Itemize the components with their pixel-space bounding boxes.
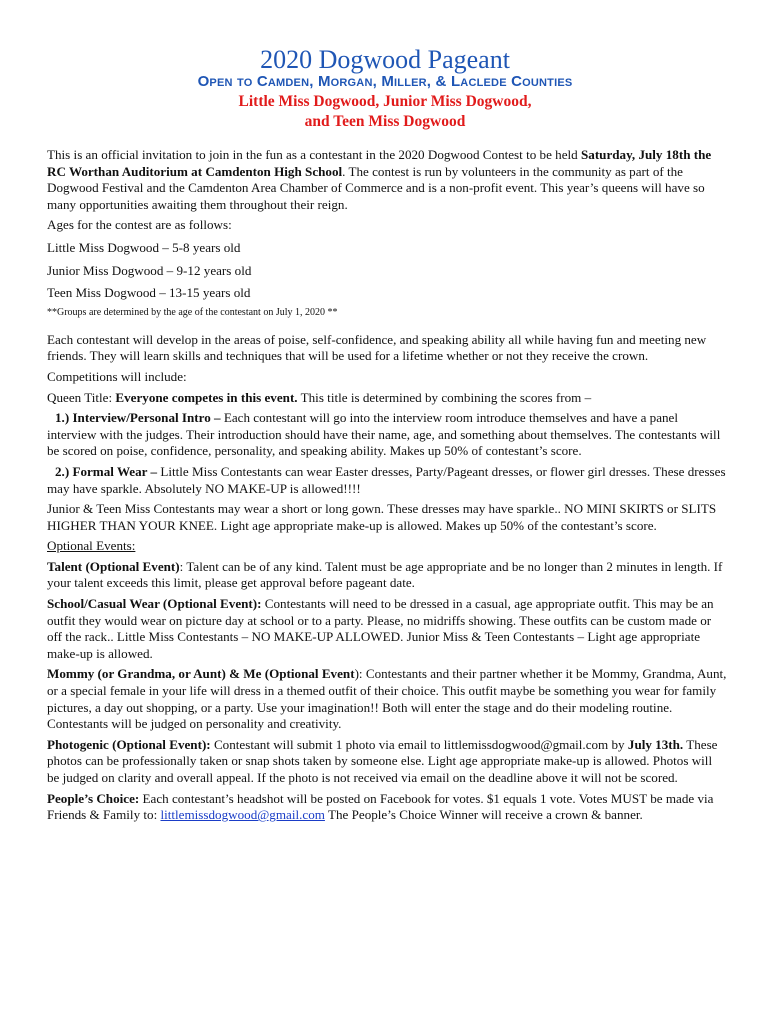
talent-text: : Talent can be of any kind. Talent must be age appropriate and be no longer than 2 minutes in length. If your talent exceeds this limit, please get approval before pageant date.	[47, 558, 723, 591]
page-title: 2020 Dogwood Pageant	[260, 45, 510, 74]
age-junior-miss: Junior Miss Dogwood – 9-12 years old	[47, 262, 252, 278]
queen-title-rest: This title is determined by combining the scores from –	[297, 389, 592, 405]
talent-paragraph	[47, 559, 727, 592]
page-subtitle: Open to Camden, Morgan, Miller, & Laclede Counties	[197, 73, 573, 90]
queen-title-line	[47, 390, 727, 407]
peoples-choice-paragraph	[47, 791, 727, 824]
talent-label: Talent (Optional Event)	[47, 558, 180, 574]
queen-title-label: Queen Title:	[47, 389, 116, 405]
titles-line-2: and Teen Miss Dogwood	[304, 113, 466, 130]
titles-line-1: Little Miss Dogwood, Junior Miss Dogwood,	[238, 93, 532, 110]
ages-heading: Ages for the contest are as follows:	[47, 217, 232, 233]
casual-wear-label: School/Casual Wear (Optional Event):	[47, 596, 262, 612]
intro-text-start: This is an official invitation to join in the fun as a contestant in the 2020 Dogwood Contest to be held	[47, 147, 581, 162]
photogenic-deadline: July 13th.	[627, 736, 684, 752]
competitions-heading: Competitions will include:	[47, 368, 187, 384]
formal-wear-label: 2.) Formal Wear –	[55, 463, 158, 479]
peoples-choice-text-2: The People’s Choice Winner will receive a crown & banner.	[324, 807, 643, 823]
mommy-and-me-label: Mommy (or Grandma, or Aunt) & Me (Optional Event	[47, 666, 355, 682]
photogenic-text-1: Contestant will submit 1 photo via email to littlemissdogwood@gmail.com by	[210, 736, 628, 752]
intro-text-end: . The contest is run by volunteers in the community as part of the Dogwood Festival and the Camdenton Area Chamber of Commerce and is a non-profit event. This year’s queens will have so many opportunities awaiting them throughout their reign.	[47, 163, 705, 212]
document-body	[47, 147, 727, 824]
junior-teen-paragraph: Junior & Teen Miss Contestants may wear a short or long gown. These dresses may have sparkle.. NO MINI SKIRTS or SLITS HIGHER THAN YOUR KNEE. Light age appropriate make-up is allowed. Makes up 50% of the contestant’s score.	[47, 501, 717, 533]
intro-paragraph	[47, 147, 727, 213]
formal-wear-item	[47, 464, 727, 497]
photogenic-label: Photogenic (Optional Event):	[47, 736, 211, 752]
email-link[interactable]: littlemissdogwood@gmail.com	[160, 807, 325, 823]
interview-item	[47, 410, 727, 460]
interview-text: Each contestant will go into the interview room introduce themselves and have a panel interview with the judges. Their introduction should have their name, age, and something about themselves. The contestants will be scored on poise, confidence, personality, and speaking ability. Makes up 50% of contestant’s score.	[47, 410, 721, 459]
mommy-and-me-text: ): Contestants and their partner whether it be Mommy, Grandma, Aunt, or a special female in your life will dress in a themed outfit of their choice. This outfit maybe be something you wear for family pictures, a day out shopping, or a party. Use your imagination!! Both will enter the stage and do their modeling routine. Contestants will be judged on personality and creativity.	[47, 666, 727, 732]
casual-wear-paragraph	[47, 596, 727, 662]
age-little-miss: Little Miss Dogwood – 5-8 years old	[47, 239, 241, 255]
queen-title-bold: Everyone competes in this event.	[115, 389, 298, 405]
optional-events-heading: Optional Events:	[47, 538, 136, 554]
age-note: **Groups are determined by the age of the contestant on July 1, 2020 **	[47, 306, 338, 318]
develop-paragraph: Each contestant will develop in the areas of poise, self-confidence, and speaking ability all while having fun and meeting new friends. They will learn skills and techniques that will be used for a lifetime whether or not they receive the crown.	[47, 331, 707, 364]
mommy-and-me-paragraph	[47, 666, 727, 732]
intro-date-location: Saturday, July 18th the RC Worthan Auditorium at Camdenton High School	[47, 147, 712, 179]
peoples-choice-label: People’s Choice:	[47, 790, 140, 806]
photogenic-text-2: These photos can be professionally taken or snap shots taken by someone else. Light age appropriate make-up is allowed. Photos will be judged on clarity and overall appeal. If the photo is not received via email on the deadline above it will not be scored.	[47, 736, 718, 785]
peoples-choice-text-1: Each contestant’s headshot will be posted on Facebook for votes. $1 equals 1 vote. Votes MUST be made via Friends & Family to:	[47, 790, 714, 823]
interview-label: 1.) Interview/Personal Intro –	[55, 410, 221, 426]
formal-wear-text: Little Miss Contestants can wear Easter dresses, Party/Pageant dresses, or flower girl dresses. These dresses may have sparkle. Absolutely NO MAKE-UP is allowed!!!!	[47, 463, 726, 496]
photogenic-paragraph	[47, 737, 727, 787]
age-teen-miss: Teen Miss Dogwood – 13-15 years old	[47, 285, 251, 301]
casual-wear-text: Contestants will need to be dressed in a casual, age appropriate outfit. This may be an outfit they would wear on picture day at school or to a party. Please, no midriffs showing. These outfits can be custom made or off the rack.. Little Miss Contestants – NO MAKE-UP ALLOWED. Junior Miss & Teen Contestants – Light age appropriate make-up is allowed.	[47, 596, 714, 661]
